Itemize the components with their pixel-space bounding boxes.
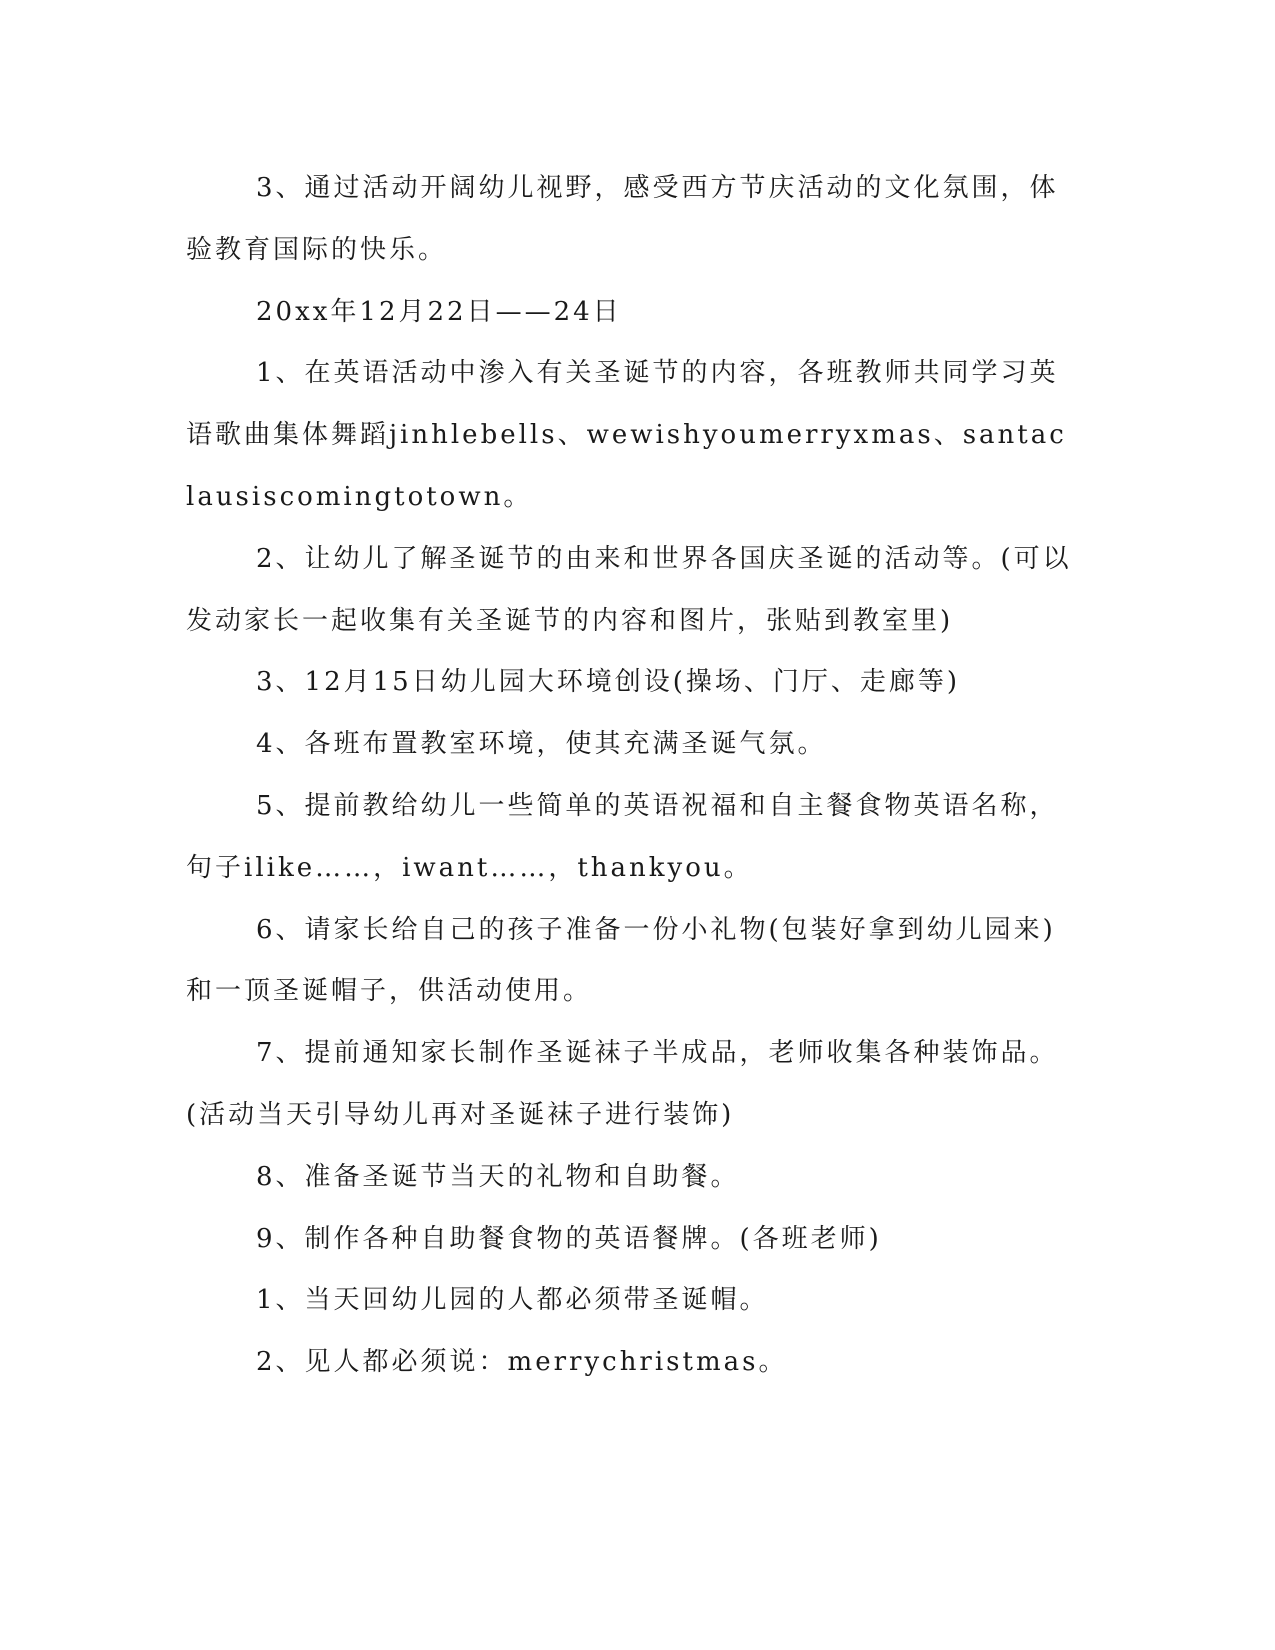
paragraph-prep-3: 3、12月15日幼儿园大环境创设(操场、门厅、走廊等) bbox=[256, 667, 960, 698]
paragraph-date: 20xx年12月22日——24日 bbox=[256, 296, 622, 327]
paragraph-rule-2: 2、见人都必须说：merrychristmas。 bbox=[256, 1347, 788, 1378]
paragraph-prep-9: 9、制作各种自助餐食物的英语餐牌。(各班老师) bbox=[256, 1223, 882, 1254]
paragraph-goal-3: 3、通过活动开阔幼儿视野，感受西方节庆活动的文化氛围，体验教育国际的快乐。 bbox=[186, 173, 1059, 265]
paragraph-prep-8: 8、准备圣诞节当天的礼物和自助餐。 bbox=[256, 1161, 740, 1192]
paragraph-prep-2: 2、让幼儿了解圣诞节的由来和世界各国庆圣诞的活动等。(可以发动家长一起收集有关圣诞节的内容和图片，张贴到教室里) bbox=[186, 543, 1072, 636]
paragraph-prep-6: 6、请家长给自己的孩子准备一份小礼物(包装好拿到幼儿园来)和一顶圣诞帽子，供活动使用。 bbox=[186, 914, 1056, 1007]
paragraph-prep-5: 5、提前教给幼儿一些简单的英语祝福和自主餐食物英语名称，句子ilike……，iwant……，thankyou。 bbox=[186, 790, 1059, 883]
paragraph-prep-4: 4、各班布置教室环境，使其充满圣诞气氛。 bbox=[256, 729, 827, 760]
paragraph-prep-1: 1、在英语活动中渗入有关圣诞节的内容，各班教师共同学习英语歌曲集体舞蹈jinhlebells、wewishyoumerryxmas、santaclausiscomingtotown。 bbox=[186, 358, 1067, 512]
paragraph-prep-7: 7、提前通知家长制作圣诞袜子半成品，老师收集各种装饰品。(活动当天引导幼儿再对圣诞袜子进行装饰) bbox=[186, 1038, 1059, 1130]
paragraph-rule-1: 1、当天回幼儿园的人都必须带圣诞帽。 bbox=[256, 1285, 769, 1316]
document-body bbox=[186, 158, 1076, 1394]
